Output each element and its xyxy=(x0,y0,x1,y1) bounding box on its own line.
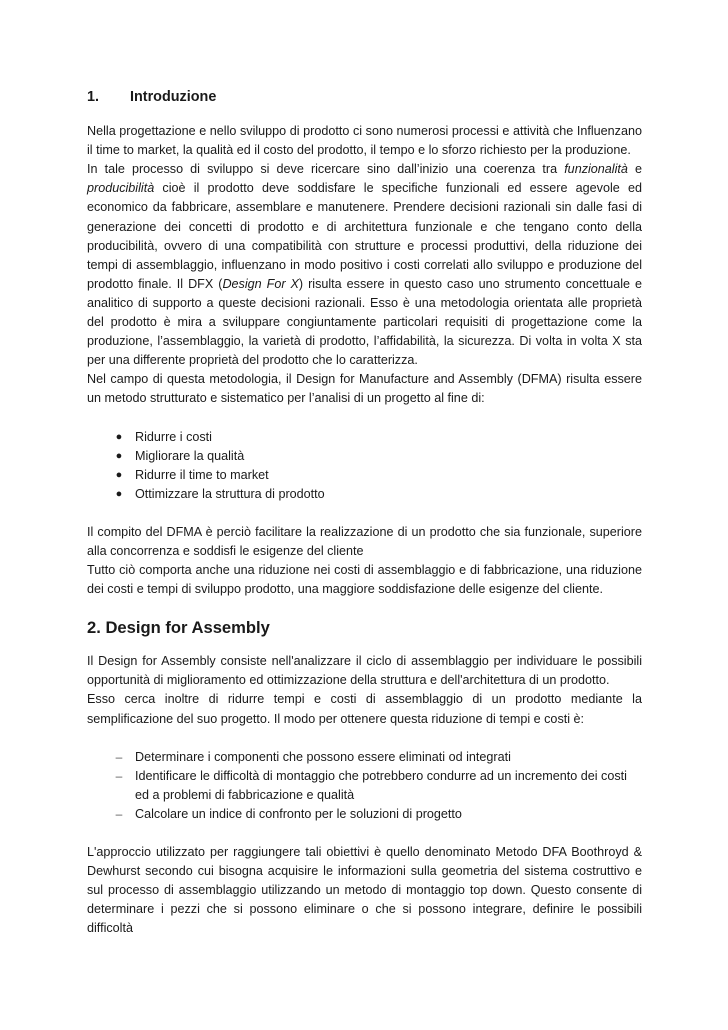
section-2-heading: 2. Design for Assembly xyxy=(87,618,270,638)
intro-paragraph-3: Nel campo di questa metodologia, il Design for Manufacture and Assembly (DFMA) risulta essere un metodo strutturato e sistematico per l’analisi di un progetto al fine di: xyxy=(87,372,642,406)
document-page xyxy=(87,88,642,938)
list-item xyxy=(87,485,642,504)
bullet-icon: ● xyxy=(115,430,123,443)
bullet-icon: ● xyxy=(115,468,123,481)
dfa-paragraph-2: Esso cerca inoltre di ridurre tempi e costi di assemblaggio di un prodotto mediante la semplificazione del suo progetto. Il modo per ottenere questa riduzione di tempi e costi è: xyxy=(87,692,642,726)
intro-paragraph-2 xyxy=(87,160,642,370)
intro-p2-emphasis-design-for-x: Design For X xyxy=(222,276,299,291)
list-item xyxy=(87,748,642,767)
bullet-icon: ● xyxy=(115,449,123,462)
intro-paragraph-1: Nella progettazione e nello sviluppo di prodotto ci sono numerosi processi e attività che Influenzano il time to market, la qualità ed il costo del prodotto, il tempo e lo sforzo richiesto per la produzione. xyxy=(87,124,642,158)
intro-paragraph-5: Tutto ciò comporta anche una riduzione nei costi di assemblaggio e di fabbricazione, una riduzione dei costi e tempi di sviluppo prodotto, una maggiore soddisfazione delle esigenze del cliente. xyxy=(87,563,642,597)
list-item-text: Migliorare la qualità xyxy=(135,448,245,463)
list-item-text: Ridurre il time to market xyxy=(135,467,269,482)
list-item xyxy=(87,767,642,805)
goals-bullet-list xyxy=(87,428,642,504)
list-item xyxy=(87,428,642,447)
list-item-text: Determinare i componenti che possono essere eliminati od integrati xyxy=(135,749,511,764)
list-item-text: Identificare le difficoltà di montaggio che potrebbero condurre ad un incremento dei costi ed a problemi di fabbricazione e qualità xyxy=(135,768,627,802)
list-item-text: Ridurre i costi xyxy=(135,429,212,444)
bullet-icon: ● xyxy=(115,487,123,500)
section-1-heading xyxy=(87,88,642,107)
dfa-paragraph-1: Il Design for Assembly consiste nell'analizzare il ciclo di assemblaggio per individuare le possibili opportunità di miglioramento ed ottimizzazione della struttura e dell'architettura di un prodotto. xyxy=(87,654,642,688)
intro-p2-text-c: cioè il prodotto deve soddisfare le specifiche funzionali ed essere agevole ed economico da fabbricare, assemblare e manutenere. Prendere decisioni razionali sin dalle fasi di generazione dei concetti di prodotto e di architettura funzionale e che tengano conto della producibilità, ovvero di una compatibilità con strutture e processi produttivi, della riduzione dei tempi di assemblaggio, influenzano in modo positivo i costi correlati allo sviluppo e produzione del prodotto finale. Il DFX ( xyxy=(87,181,642,291)
list-item xyxy=(87,466,642,485)
intro-p2-emphasis-producibilita: producibilità xyxy=(87,181,155,196)
dash-icon: – xyxy=(115,749,123,764)
section-1-number: 1. xyxy=(87,89,100,105)
section-1-title: Introduzione xyxy=(130,89,217,105)
dash-icon: – xyxy=(115,768,123,783)
intro-p2-text-a: In tale processo di sviluppo si deve ricercare sino dall’inizio una coerenza tra xyxy=(87,162,565,177)
intro-p2-text-b: e xyxy=(627,162,642,177)
dash-icon: – xyxy=(115,806,123,821)
dfa-paragraph-3: L'approccio utilizzato per raggiungere tali obiettivi è quello denominato Metodo DFA Boothroyd & Dewhurst secondo cui bisogna acquisire le informazioni sulla geometria del sistema costruttivo e sul processo di assemblaggio utilizzando un metodo di montaggio top down. Questo consente di determinare i pezzi che si possono eliminare o che si possono integrare, definire le possibili difficoltà xyxy=(87,845,642,936)
list-item-text: Calcolare un indice di confronto per le soluzioni di progetto xyxy=(135,806,462,821)
list-item-text: Ottimizzare la struttura di prodotto xyxy=(135,486,325,501)
intro-paragraph-4: Il compito del DFMA è perciò facilitare la realizzazione di un prodotto che sia funzionale, superiore alla concorrenza e soddisfi le esigenze del cliente xyxy=(87,524,642,558)
intro-p2-emphasis-funzionalita: funzionalità xyxy=(564,162,628,177)
list-item xyxy=(87,447,642,466)
intro-p2-text-d: ) risulta essere in questo caso uno strumento concettuale e analitico di supporto a queste decisioni razionali. Esso è una metodologia orientata alle proprietà del prodotto è mira a sviluppare congiuntamente particolari requisiti di progettazione come la produzione, l’assemblaggio, la varietà di prodotto, l’affidabilità, la sicurezza. Di volta in volta X sta per una differente proprietà del prodotto che lo caratterizza. xyxy=(87,276,642,368)
list-item xyxy=(87,805,642,824)
dfa-dash-list xyxy=(87,748,642,824)
